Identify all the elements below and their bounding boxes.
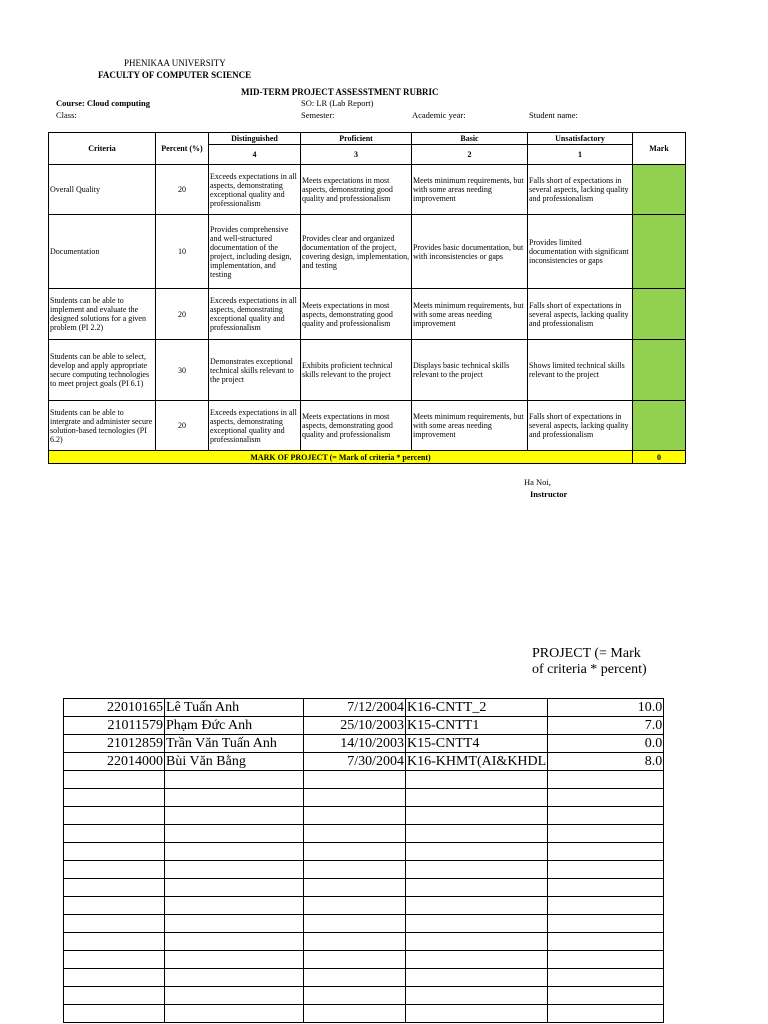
student-dob-cell[interactable] <box>304 825 406 843</box>
student-mark-cell[interactable] <box>548 969 664 987</box>
unsatisfactory-cell: Falls short of expectations in several aspects, lacking quality and professionalism <box>528 165 633 215</box>
table-row <box>64 807 664 825</box>
table-row <box>64 933 664 951</box>
table-row <box>64 789 664 807</box>
student-dob-cell[interactable] <box>304 771 406 789</box>
table-row <box>64 915 664 933</box>
students-table <box>63 698 664 1023</box>
student-name-cell[interactable] <box>165 987 304 1005</box>
student-name-cell[interactable] <box>165 789 304 807</box>
student-dob-cell[interactable] <box>304 1005 406 1023</box>
criteria-header: Criteria <box>49 133 156 165</box>
student-name-cell[interactable] <box>165 915 304 933</box>
table-row <box>64 897 664 915</box>
student-class-cell[interactable] <box>406 771 548 789</box>
student-name-cell[interactable] <box>165 951 304 969</box>
student-dob-cell[interactable] <box>304 951 406 969</box>
criteria-cell: Students can be able to implement and evaluate the designed solutions for a given problem (PI 2.2) <box>49 289 156 340</box>
academic-year-label: Academic year: <box>412 110 466 120</box>
table-row <box>64 717 664 735</box>
proficient-cell: Exhibits proficient technical skills relevant to the project <box>301 340 412 401</box>
basic-cell: Displays basic technical skills relevant to the project <box>412 340 528 401</box>
student-mark-cell[interactable] <box>548 825 664 843</box>
student-id-cell[interactable] <box>64 915 165 933</box>
level-score: 2 <box>412 145 528 165</box>
proficient-cell: Meets expectations in most aspects, demonstrating good quality and professionalism <box>301 289 412 340</box>
table-row <box>64 699 664 717</box>
student-dob-cell[interactable] <box>304 861 406 879</box>
criteria-cell: Documentation <box>49 215 156 289</box>
table-row <box>64 753 664 771</box>
total-label: MARK OF PROJECT (= Mark of criteria * percent) <box>49 451 633 464</box>
student-name-cell[interactable] <box>165 1005 304 1023</box>
student-id-cell[interactable] <box>64 969 165 987</box>
student-id-cell[interactable] <box>64 951 165 969</box>
unsatisfactory-cell: Falls short of expectations in several aspects, lacking quality and professionalism <box>528 289 633 340</box>
student-dob-cell[interactable] <box>304 843 406 861</box>
mark-cell[interactable] <box>633 289 686 340</box>
project-mark-header: PROJECT (= Mark of criteria * percent) <box>532 646 647 677</box>
student-name-cell[interactable] <box>165 969 304 987</box>
student-id-cell[interactable] <box>64 987 165 1005</box>
student-id-cell[interactable] <box>64 1005 165 1023</box>
class-label: Class: <box>56 110 77 120</box>
student-mark-cell[interactable] <box>548 861 664 879</box>
student-class-cell[interactable] <box>406 807 548 825</box>
proficient-cell: Provides clear and organized documentation of the project, covering design, implementation, and testing <box>301 215 412 289</box>
student-name-cell[interactable] <box>165 771 304 789</box>
student-mark-cell[interactable] <box>548 807 664 825</box>
student-id-cell[interactable] <box>64 789 165 807</box>
student-dob-cell[interactable] <box>304 897 406 915</box>
table-row <box>64 861 664 879</box>
student-mark-cell[interactable]: 8.0 <box>548 753 664 771</box>
level-header: Unsatisfactory <box>528 133 633 145</box>
basic-cell: Meets minimum requirements, but with some areas needing improvement <box>412 165 528 215</box>
student-dob-cell[interactable]: 7/30/2004 <box>304 753 406 771</box>
student-id-cell[interactable]: 22010165 <box>64 699 165 717</box>
rubric-row <box>49 289 686 340</box>
mark-cell[interactable] <box>633 401 686 451</box>
mark-cell[interactable] <box>633 165 686 215</box>
table-row <box>64 951 664 969</box>
percent-header: Percent (%) <box>156 133 209 165</box>
level-score: 4 <box>209 145 301 165</box>
student-mark-cell[interactable]: 0.0 <box>548 735 664 753</box>
student-class-cell[interactable] <box>406 897 548 915</box>
distinguished-cell: Demonstrates exceptional technical skills relevant to the project <box>209 340 301 401</box>
criteria-cell: Students can be able to select, develop and apply appropriate secure computing technologies to meet project goals (PI 6.1) <box>49 340 156 401</box>
place-label: Ha Noi, <box>524 477 551 487</box>
student-dob-cell[interactable]: 14/10/2003 <box>304 735 406 753</box>
basic-cell: Meets minimum requirements, but with some areas needing improvement <box>412 401 528 451</box>
table-row <box>64 735 664 753</box>
criteria-cell: Overall Quality <box>49 165 156 215</box>
semester-label: Semester: <box>301 110 335 120</box>
basic-cell: Meets minimum requirements, but with some areas needing improvement <box>412 289 528 340</box>
table-row <box>64 969 664 987</box>
student-mark-cell[interactable]: 7.0 <box>548 717 664 735</box>
table-row <box>64 987 664 1005</box>
table-row <box>64 879 664 897</box>
unsatisfactory-cell: Falls short of expectations in several aspects, lacking quality and professionalism <box>528 401 633 451</box>
university-name: PHENIKAA UNIVERSITY <box>124 58 226 68</box>
percent-cell: 10 <box>156 215 209 289</box>
student-mark-cell[interactable] <box>548 789 664 807</box>
student-class-cell[interactable] <box>406 951 548 969</box>
student-name-cell[interactable] <box>165 933 304 951</box>
student-dob-cell[interactable] <box>304 969 406 987</box>
student-mark-cell[interactable] <box>548 771 664 789</box>
level-score: 3 <box>301 145 412 165</box>
instructor-label: Instructor <box>530 489 568 499</box>
rubric-table <box>48 132 686 464</box>
student-name-label: Student name: <box>529 110 578 120</box>
proficient-cell: Meets expectations in most aspects, demonstrating good quality and professionalism <box>301 165 412 215</box>
level-header: Distinguished <box>209 133 301 145</box>
mark-header: Mark <box>633 133 686 165</box>
student-name-cell[interactable] <box>165 897 304 915</box>
student-mark-cell[interactable] <box>548 843 664 861</box>
level-header: Proficient <box>301 133 412 145</box>
student-dob-cell[interactable] <box>304 879 406 897</box>
total-value: 0 <box>633 451 686 464</box>
basic-cell: Provides basic documentation, but with inconsistencies or gaps <box>412 215 528 289</box>
student-dob-cell[interactable] <box>304 987 406 1005</box>
student-class-cell[interactable]: K16-KHMT(AI&KHDL <box>407 753 547 769</box>
student-class-cell[interactable]: K16-CNTT_2 <box>406 699 548 717</box>
distinguished-cell: Exceeds expectations in all aspects, demonstrating exceptional quality and professionalism <box>209 401 301 451</box>
student-mark-cell[interactable] <box>548 933 664 951</box>
distinguished-cell: Provides comprehensive and well-structured documentation of the project, including design, implementation, and testing <box>209 215 301 289</box>
student-name-cell[interactable]: Trần Văn Tuấn Anh <box>165 735 304 753</box>
student-mark-cell[interactable] <box>548 1005 664 1023</box>
student-id-cell[interactable] <box>64 897 165 915</box>
student-mark-cell[interactable] <box>548 897 664 915</box>
student-dob-cell[interactable] <box>304 807 406 825</box>
percent-cell: 20 <box>156 289 209 340</box>
student-mark-cell[interactable]: 10.0 <box>548 699 664 717</box>
student-dob-cell[interactable] <box>304 915 406 933</box>
student-class-cell[interactable]: K15-CNTT4 <box>406 735 548 753</box>
table-row <box>64 825 664 843</box>
rubric-row <box>49 215 686 289</box>
rubric-row <box>49 165 686 215</box>
percent-cell: 30 <box>156 340 209 401</box>
student-id-cell[interactable]: 21011579 <box>64 717 165 735</box>
table-row <box>64 1005 664 1023</box>
student-id-cell[interactable] <box>64 861 165 879</box>
distinguished-cell: Exceeds expectations in all aspects, demonstrating exceptional quality and professionalism <box>209 165 301 215</box>
student-mark-cell[interactable] <box>548 915 664 933</box>
distinguished-cell: Exceeds expectations in all aspects, demonstrating exceptional quality and professionalism <box>209 289 301 340</box>
student-dob-cell[interactable] <box>304 933 406 951</box>
student-id-cell[interactable] <box>64 807 165 825</box>
level-score: 1 <box>528 145 633 165</box>
student-id-cell[interactable]: 21012859 <box>64 735 165 753</box>
student-class-cell[interactable] <box>406 933 548 951</box>
rubric-row <box>49 340 686 401</box>
mark-cell[interactable] <box>633 340 686 401</box>
student-mark-cell[interactable] <box>548 951 664 969</box>
rubric-row <box>49 401 686 451</box>
student-id-cell[interactable] <box>64 825 165 843</box>
student-name-cell[interactable] <box>165 879 304 897</box>
student-class-cell[interactable] <box>406 843 548 861</box>
student-class-cell[interactable] <box>406 879 548 897</box>
student-dob-cell[interactable]: 25/10/2003 <box>304 717 406 735</box>
student-name-cell[interactable] <box>165 825 304 843</box>
student-name-cell[interactable] <box>165 843 304 861</box>
student-class-cell[interactable] <box>406 825 548 843</box>
student-dob-cell[interactable]: 7/12/2004 <box>304 699 406 717</box>
student-class-cell[interactable] <box>406 987 548 1005</box>
percent-cell: 20 <box>156 165 209 215</box>
student-id-cell[interactable] <box>64 843 165 861</box>
mark-cell[interactable] <box>633 215 686 289</box>
unsatisfactory-cell: Provides limited documentation with significant inconsistencies or gaps <box>528 215 633 289</box>
level-header: Basic <box>412 133 528 145</box>
unsatisfactory-cell: Shows limited technical skills relevant to the project <box>528 340 633 401</box>
student-name-cell[interactable] <box>165 861 304 879</box>
student-name-cell[interactable]: Lê Tuấn Anh <box>165 699 304 717</box>
student-class-cell[interactable] <box>406 789 548 807</box>
page-title: MID-TERM PROJECT ASSESSTMENT RUBRIC <box>241 87 439 97</box>
student-class-cell[interactable] <box>406 915 548 933</box>
student-mark-cell[interactable] <box>548 879 664 897</box>
percent-cell: 20 <box>156 401 209 451</box>
so-label: SO: LR (Lab Report) <box>301 98 374 108</box>
student-id-cell[interactable] <box>64 879 165 897</box>
student-dob-cell[interactable] <box>304 789 406 807</box>
proficient-cell: Meets expectations in most aspects, demonstrating good quality and professionalism <box>301 401 412 451</box>
student-name-cell[interactable]: Phạm Đức Anh <box>165 717 304 735</box>
student-id-cell[interactable] <box>64 933 165 951</box>
student-mark-cell[interactable] <box>548 987 664 1005</box>
student-class-cell[interactable] <box>406 861 548 879</box>
student-class-cell[interactable] <box>406 1005 548 1023</box>
criteria-cell: Students can be able to intergrate and administer secure solution-based tecnologies (PI 6.2) <box>49 401 156 451</box>
student-id-cell[interactable]: 22014000 <box>64 753 165 771</box>
course-label: Course: Cloud computing <box>56 98 150 108</box>
student-name-cell[interactable]: Bùi Văn Bằng <box>165 753 304 771</box>
table-row <box>64 843 664 861</box>
faculty-name: FACULTY OF COMPUTER SCIENCE <box>98 70 252 80</box>
student-class-cell[interactable]: K15-CNTT1 <box>406 717 548 735</box>
table-row <box>64 771 664 789</box>
student-name-cell[interactable] <box>165 807 304 825</box>
student-id-cell[interactable] <box>64 771 165 789</box>
student-class-cell[interactable] <box>406 969 548 987</box>
